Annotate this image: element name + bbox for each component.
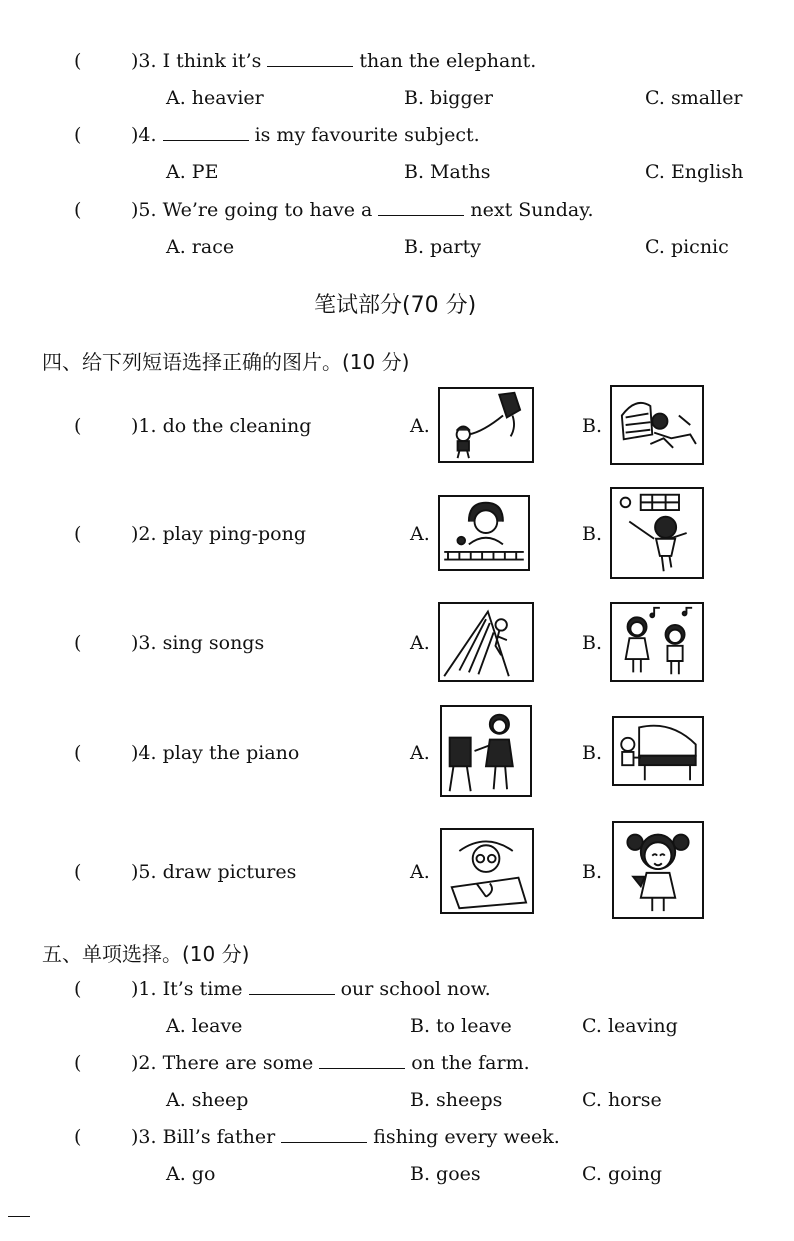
mountain-climbing-icon[interactable]: [438, 602, 534, 682]
section5-heading: 五、单项选择。(10 分): [42, 942, 250, 966]
question-text: )2. There are some on the farm.: [131, 1052, 530, 1074]
question-text: )4. is my favourite subject.: [131, 124, 480, 146]
answer-paren[interactable]: (: [74, 415, 82, 437]
option-c[interactable]: C. smaller: [645, 87, 743, 109]
question-text: )1. It’s time our school now.: [131, 978, 491, 1000]
option-a-label[interactable]: A.: [410, 861, 430, 883]
option-a-label[interactable]: A.: [410, 632, 430, 654]
option-c[interactable]: C. going: [582, 1163, 663, 1185]
ping-pong-icon[interactable]: [438, 495, 530, 571]
answer-paren-open[interactable]: (: [74, 124, 82, 146]
option-b-label[interactable]: B.: [582, 861, 603, 883]
painting-icon[interactable]: [440, 705, 532, 797]
option-c[interactable]: C. English: [645, 161, 744, 183]
option-c[interactable]: C. picnic: [645, 236, 729, 258]
question-text: )5. We’re going to have a next Sunday.: [131, 199, 594, 221]
option-a[interactable]: A. heavier: [166, 87, 264, 109]
phrase: )5. draw pictures: [131, 861, 297, 883]
option-a[interactable]: A. sheep: [166, 1089, 249, 1111]
answer-paren[interactable]: (: [74, 1052, 82, 1074]
answer-paren-open[interactable]: (: [74, 199, 82, 221]
answer-blank[interactable]: [319, 1054, 405, 1069]
option-b[interactable]: B. bigger: [404, 87, 493, 109]
phrase: )3. sing songs: [131, 632, 265, 654]
answer-paren[interactable]: (: [74, 1126, 82, 1148]
option-b[interactable]: B. Maths: [404, 161, 491, 183]
option-a[interactable]: A. race: [166, 236, 235, 258]
answer-paren[interactable]: (: [74, 742, 82, 764]
option-c[interactable]: C. horse: [582, 1089, 662, 1111]
cleaning-icon[interactable]: [610, 385, 704, 465]
option-a-label[interactable]: A.: [410, 742, 430, 764]
drawing-icon[interactable]: [440, 828, 534, 914]
option-b[interactable]: B. to leave: [410, 1015, 512, 1037]
answer-paren[interactable]: (: [74, 861, 82, 883]
answer-blank[interactable]: [249, 980, 335, 995]
phrase: )2. play ping-pong: [131, 523, 307, 545]
answer-paren[interactable]: (: [74, 523, 82, 545]
singing-icon[interactable]: [610, 602, 704, 682]
section4-heading: 四、给下列短语选择正确的图片。(10 分): [42, 350, 410, 374]
option-b-label[interactable]: B.: [582, 523, 603, 545]
answer-paren-open[interactable]: (: [74, 50, 82, 72]
phrase: )1. do the cleaning: [131, 415, 312, 437]
question-text: )3. I think it’s than the elephant.: [131, 50, 537, 72]
answer-paren[interactable]: (: [74, 632, 82, 654]
option-b[interactable]: B. party: [404, 236, 481, 258]
question-text: )3. Bill’s father fishing every week.: [131, 1126, 560, 1148]
option-a[interactable]: A. PE: [166, 161, 219, 183]
option-a[interactable]: A. go: [166, 1163, 216, 1185]
piano-icon[interactable]: [612, 716, 704, 786]
option-b[interactable]: B. goes: [410, 1163, 481, 1185]
answer-blank[interactable]: [378, 201, 464, 216]
option-a-label[interactable]: A.: [410, 523, 430, 545]
option-b-label[interactable]: B.: [582, 415, 603, 437]
option-b-label[interactable]: B.: [582, 632, 603, 654]
answer-blank[interactable]: [163, 126, 249, 141]
phrase: )4. play the piano: [131, 742, 300, 764]
answer-blank[interactable]: [267, 52, 353, 67]
page-footer-mark: [8, 1216, 30, 1217]
option-a-label[interactable]: A.: [410, 415, 430, 437]
option-a[interactable]: A. leave: [166, 1015, 243, 1037]
ice-cream-girl-icon[interactable]: [612, 821, 704, 919]
written-part-title: 笔试部分(70 分): [314, 293, 477, 318]
kite-flying-icon[interactable]: [438, 387, 534, 463]
answer-paren[interactable]: (: [74, 978, 82, 1000]
option-b-label[interactable]: B.: [582, 742, 603, 764]
option-b[interactable]: B. sheeps: [410, 1089, 503, 1111]
football-icon[interactable]: [610, 487, 704, 579]
answer-blank[interactable]: [281, 1128, 367, 1143]
option-c[interactable]: C. leaving: [582, 1015, 678, 1037]
